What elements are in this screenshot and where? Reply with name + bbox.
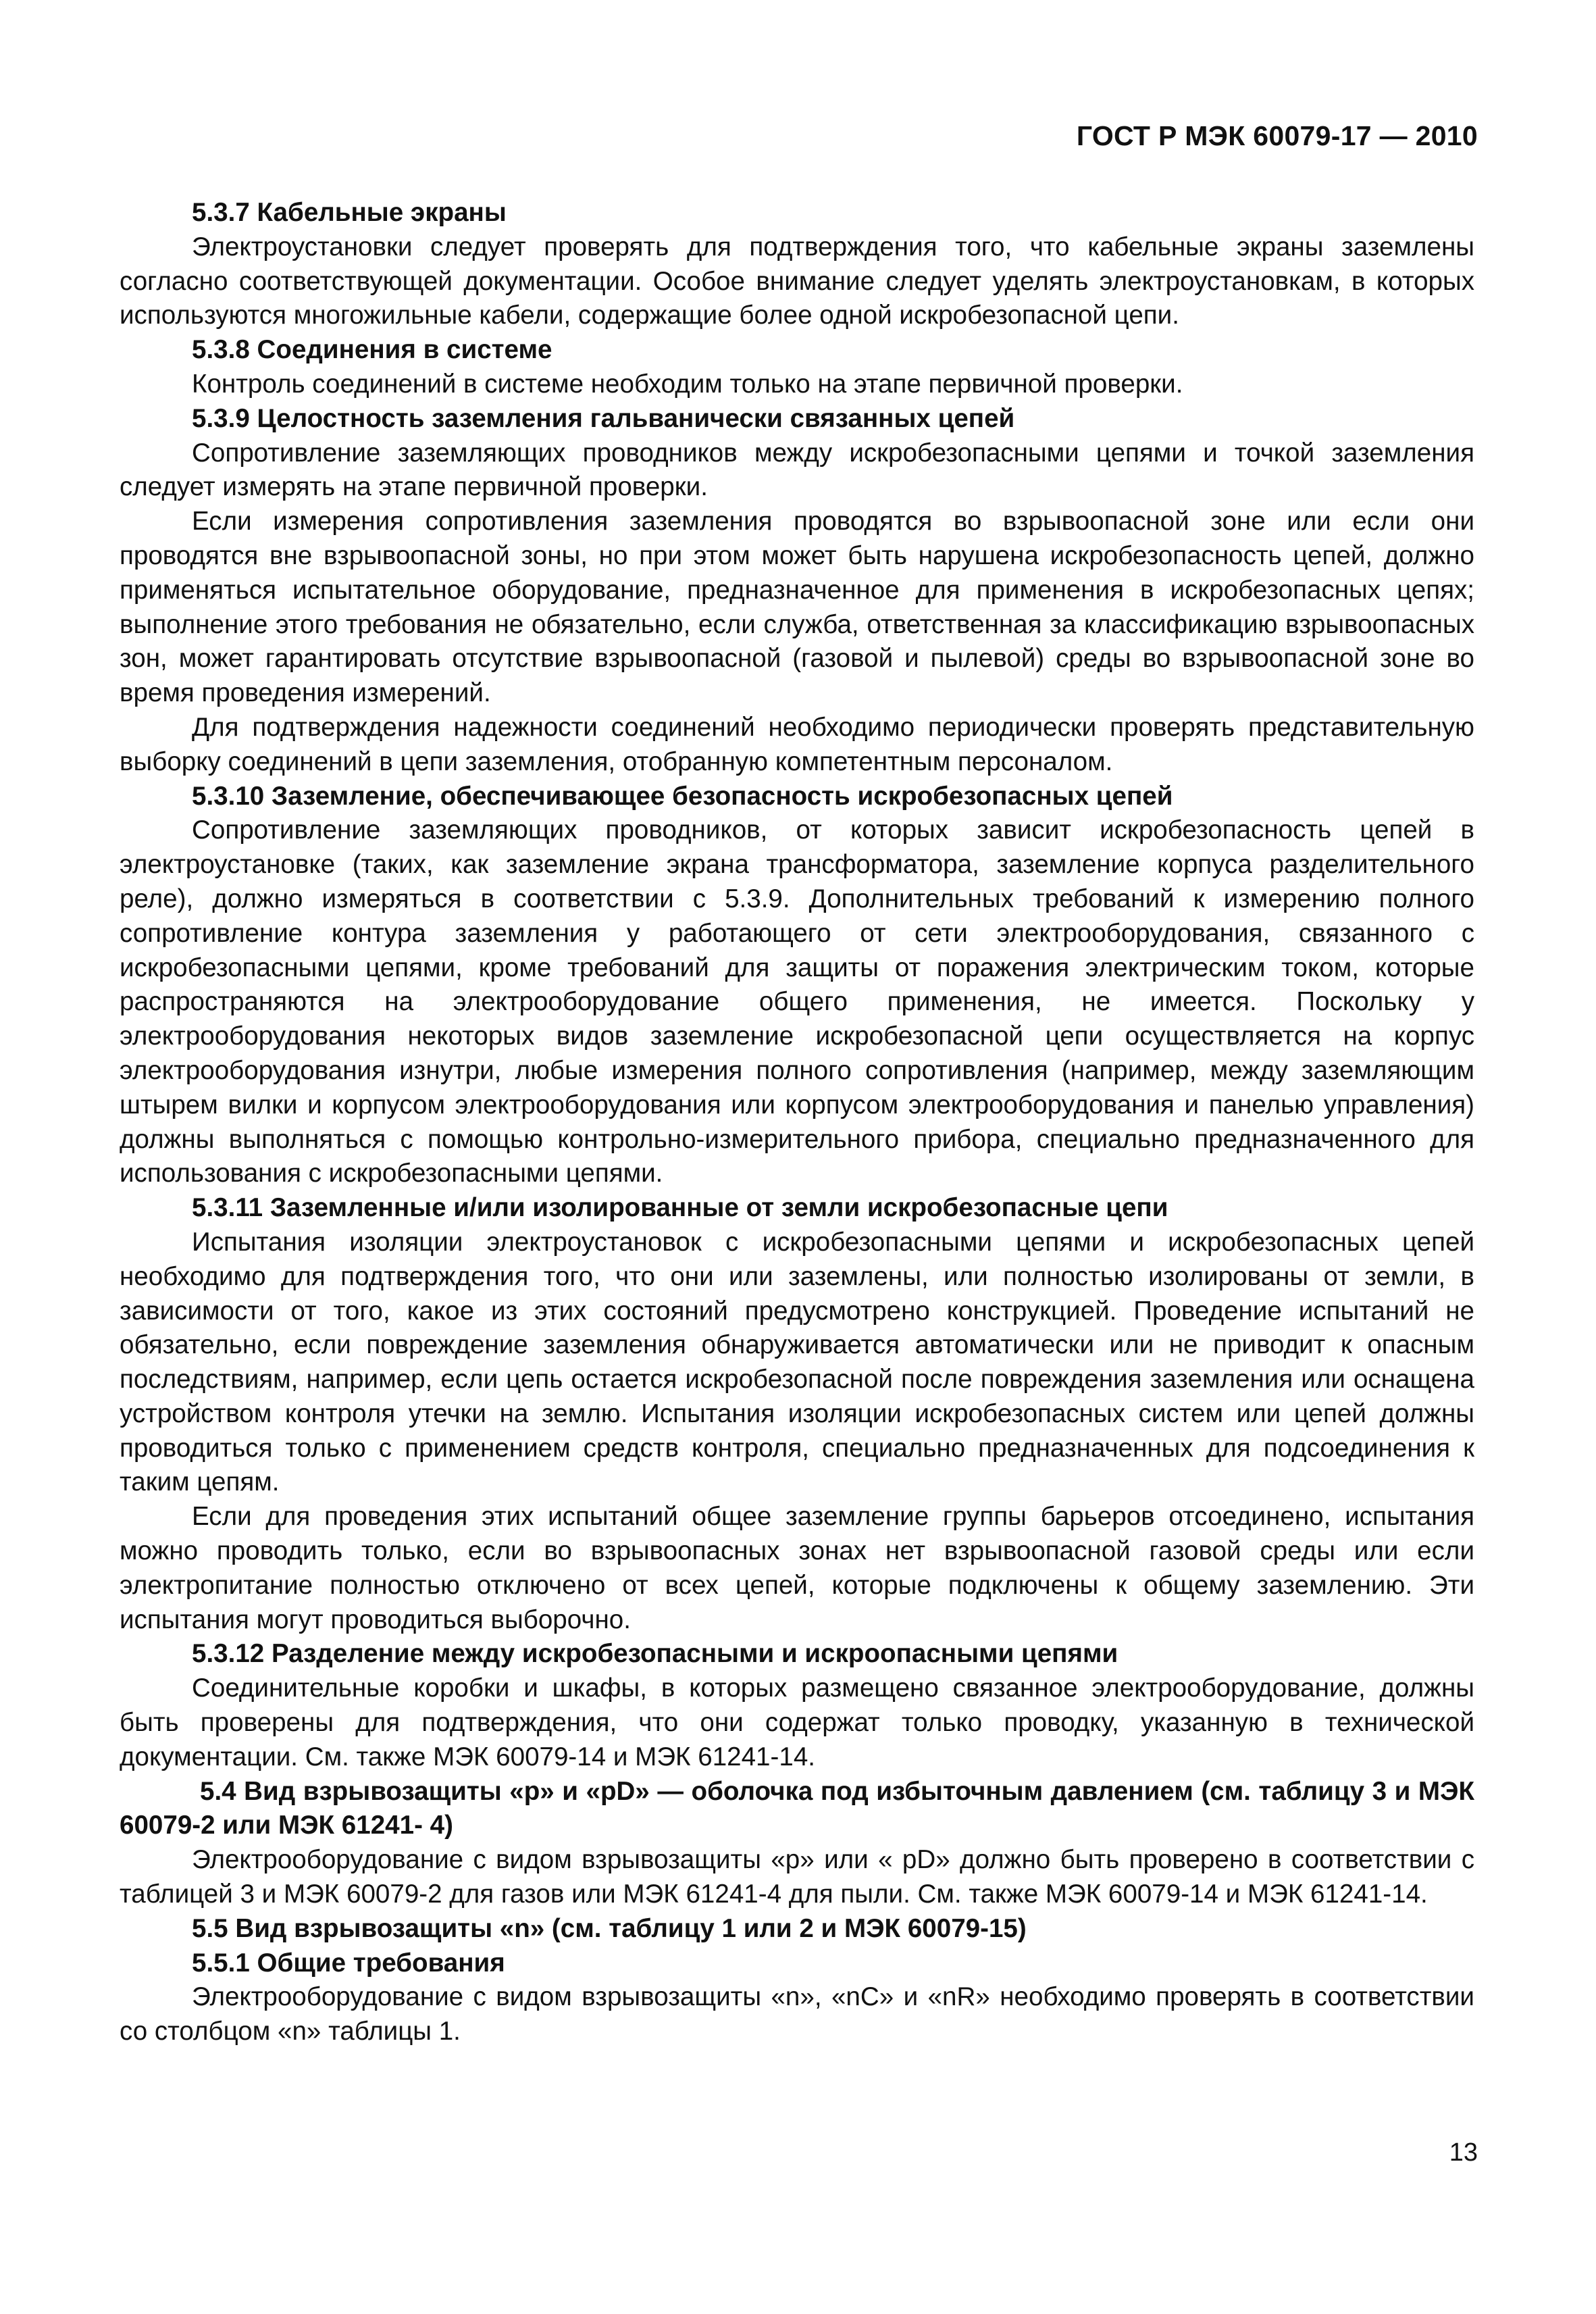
page-number: 13: [1449, 2138, 1478, 2167]
section-heading-5-3-11: 5.3.11 Заземленные и/или изолированные от земли искробезопасные цепи: [192, 1193, 1168, 1223]
paragraph: Если измерения сопротивления заземления проводятся во взрывоопасной зоне или если они проводятся вне взрывоопасной зоны, но при этом может быть нарушена искробезопасность цепей, должно применяться испытательное оборудование, предназначенное для применения в искробезопасных цепях; выполнение этого требования не обязательно, если служба, ответственная за классификацию взрывоопасных зон, может гарантировать отсутствие взрывоопасной (газовой и пылевой) среды во взрывоопасной зоне во время проведения измерений.: [120, 507, 1474, 708]
paragraph: Контроль соединений в системе необходим только на этапе первичной проверки.: [192, 369, 1183, 399]
section-heading-5-4: 5.4 Вид взрывозащиты «p» и «pD» — оболочка под избыточным давлением (см. таблицу 3 и МЭК 60079-2 или МЭК 61241- 4): [120, 1776, 1474, 1840]
paragraph: Испытания изоляции электроустановок с искробезопасными цепями и искробезопасных цепей необходимо для подтверждения того, что они или заземлены, или полностью изолированы от земли, в зависимости от того, какое из этих состояний предусмотрено конструкцией. Проведение испытаний не обязательно, если повреждение заземления обнаруживается автоматически или не приводит к опасным последствиям, например, если цепь остается искробезопасной после повреждения заземления или оснащена устройством контроля утечки на землю. Испытания изоляции искробезопасных систем или цепей должны проводиться только с применением средств контроля, специально предназначенных для подсоединения к таким цепям.: [120, 1227, 1474, 1497]
document-code-header: ГОСТ Р МЭК 60079-17 — 2010: [1076, 120, 1478, 151]
section-heading-5-3-12: 5.3.12 Разделение между искробезопасными и искроопасными цепями: [192, 1639, 1118, 1669]
paragraph: Соединительные коробки и шкафы, в которых размещено связанное электрооборудование, должны быть проверены для подтверждения, что они содержат только проводку, указанную в технической документации. См. также МЭК 60079-14 и МЭК 61241-14.: [120, 1674, 1474, 1771]
paragraph: Электрооборудование с видом взрывозащиты «p» или « pD» должно быть проверено в соответствии с таблицей 3 и МЭК 60079-2 для газов или МЭК 61241-4 для пыли. См. также МЭК 60079-14 и МЭК 61241-14.: [120, 1845, 1474, 1909]
paragraph: Электрооборудование с видом взрывозащиты «n», «nC» и «nR» необходимо проверять в соответствии со столбцом «n» таблицы 1.: [120, 1982, 1474, 2046]
section-heading-5-3-9: 5.3.9 Целостность заземления гальванически связанных цепей: [192, 403, 1015, 433]
paragraph: Для подтверждения надежности соединений необходимо периодически проверять представительную выборку соединений в цепи заземления, отобранную компетентным персоналом.: [120, 712, 1474, 776]
section-heading-5-3-10: 5.3.10 Заземление, обеспечивающее безопасность искробезопасных цепей: [192, 781, 1173, 811]
document-body: [120, 196, 1474, 2049]
paragraph: Сопротивление заземляющих проводников, от которых зависит искробезопасность цепей в электроустановке (таких, как заземление экрана трансформатора, заземление корпуса разделительного реле), должно измеряться в соответствии с 5.3.9. Дополнительных требований к измерению полного сопротивление контура заземления у работающего от сети электрооборудования, связанного с искробезопасными цепями, кроме требований для защиты от поражения электрическим током, которые распространяются на электрооборудование общего применения, не имеется. Поскольку у электрооборудования некоторых видов заземление искробезопасной цепи осуществляется на корпус электрооборудования изнутри, любые измерения полного сопротивления (например, между заземляющим штырем вилки и корпусом электрооборудования или корпусом электрооборудования и панелью управления) должны выполняться с помощью контрольно-измерительного прибора, специально предназначенного для использования с искробезопасными цепями.: [120, 815, 1474, 1188]
section-heading-5-5: 5.5 Вид взрывозащиты «n» (см. таблицу 1 или 2 и МЭК 60079-15): [192, 1913, 1027, 1943]
section-heading-5-5-1: 5.5.1 Общие требования: [192, 1948, 505, 1978]
paragraph: Сопротивление заземляющих проводников между искробезопасными цепями и точкой заземления следует измерять на этапе первичной проверки.: [120, 438, 1474, 502]
paragraph: Электроустановки следует проверять для подтверждения того, что кабельные экраны заземлены согласно соответствующей документации. Особое внимание следует уделять электроустановкам, в которых используются многожильные кабели, содержащие более одной искробезопасной цепи.: [120, 232, 1474, 330]
section-heading-5-3-8: 5.3.8 Соединения в системе: [192, 335, 552, 365]
paragraph: Если для проведения этих испытаний общее заземление группы барьеров отсоединено, испытания можно проводить только, если во взрывоопасных зонах нет взрывоопасной газовой среды или если электропитание полностью отключено от всех цепей, которые подключены к общему заземлению. Эти испытания могут проводиться выборочно.: [120, 1502, 1474, 1634]
section-heading-5-3-7: 5.3.7 Кабельные экраны: [192, 198, 507, 227]
